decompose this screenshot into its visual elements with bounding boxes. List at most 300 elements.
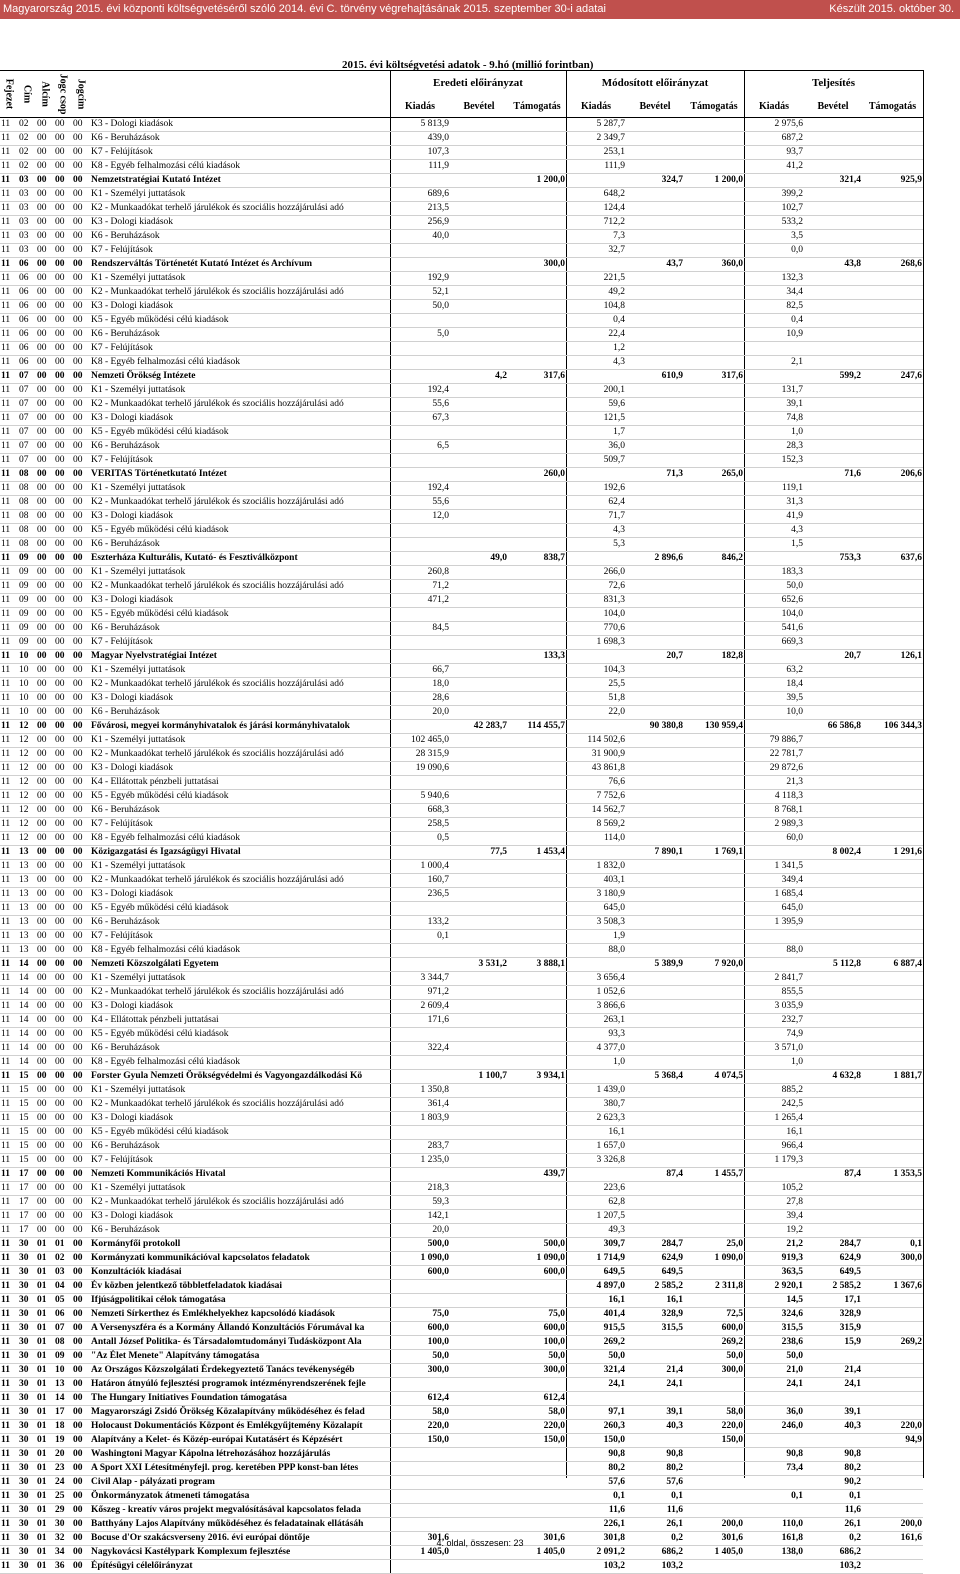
value-cell: [862, 930, 923, 944]
value-cell: 263,1: [566, 1014, 626, 1028]
code-cell: 11: [0, 1476, 18, 1490]
value-cell: [450, 132, 508, 146]
code-cell: 00: [36, 538, 54, 552]
value-cell: 471,2: [390, 594, 450, 608]
value-cell: [862, 1378, 923, 1392]
code-cell: 00: [54, 958, 72, 972]
value-cell: [390, 776, 450, 790]
code-cell: 00: [54, 874, 72, 888]
table-row: [0, 1182, 923, 1196]
value-cell: [450, 538, 508, 552]
value-cell: [390, 846, 450, 860]
value-cell: 253,1: [566, 146, 626, 160]
code-cell: 30: [18, 1392, 36, 1406]
code-cell: 00: [72, 1196, 90, 1210]
code-cell: 00: [36, 482, 54, 496]
value-cell: 16,1: [626, 1294, 684, 1308]
code-cell: 11: [0, 1420, 18, 1434]
value-cell: [804, 734, 862, 748]
table-row: [0, 1238, 923, 1252]
value-cell: [862, 412, 923, 426]
value-cell: [862, 664, 923, 678]
value-cell: [508, 818, 566, 832]
value-cell: [626, 580, 684, 594]
code-cell: 13: [18, 874, 36, 888]
value-cell: 610,9: [626, 370, 684, 384]
value-cell: 36,0: [566, 440, 626, 454]
code-cell: 00: [72, 944, 90, 958]
value-cell: [390, 1028, 450, 1042]
value-cell: 160,7: [390, 874, 450, 888]
code-cell: 00: [72, 1224, 90, 1238]
value-cell: 258,5: [390, 818, 450, 832]
code-cell: 11: [0, 930, 18, 944]
value-cell: 24,1: [626, 1378, 684, 1392]
item-name-cell: Építésügyi célelőirányzat: [90, 1560, 390, 1574]
value-cell: [804, 272, 862, 286]
code-cell: 15: [18, 1098, 36, 1112]
code-cell: 06: [18, 342, 36, 356]
value-cell: [508, 538, 566, 552]
value-cell: 1 698,3: [566, 636, 626, 650]
value-cell: [626, 594, 684, 608]
code-cell: 11: [0, 174, 18, 188]
value-cell: 142,1: [390, 1210, 450, 1224]
value-cell: [684, 902, 744, 916]
value-cell: [450, 986, 508, 1000]
value-cell: [684, 230, 744, 244]
item-name-cell: Ifjúságpolitikai célok támogatása: [90, 1294, 390, 1308]
code-cell: 08: [18, 482, 36, 496]
value-cell: [626, 902, 684, 916]
value-cell: [862, 706, 923, 720]
value-cell: 39,1: [744, 398, 804, 412]
code-cell: 00: [72, 916, 90, 930]
code-cell: 34: [54, 1546, 72, 1560]
value-cell: 599,2: [804, 370, 862, 384]
value-cell: [626, 706, 684, 720]
value-cell: [804, 1434, 862, 1448]
code-cell: 00: [36, 1154, 54, 1168]
value-cell: [508, 706, 566, 720]
value-cell: [626, 482, 684, 496]
value-cell: [684, 328, 744, 342]
table-row: [0, 328, 923, 342]
value-cell: [804, 1182, 862, 1196]
value-cell: [626, 734, 684, 748]
value-cell: [626, 1336, 684, 1350]
table-row: [0, 622, 923, 636]
code-cell: 11: [0, 440, 18, 454]
value-cell: [450, 1210, 508, 1224]
value-cell: [804, 566, 862, 580]
value-cell: 301,8: [566, 1532, 626, 1546]
value-cell: 20,0: [390, 1224, 450, 1238]
code-cell: 14: [54, 1392, 72, 1406]
code-cell: 00: [72, 496, 90, 510]
value-cell: [862, 1182, 923, 1196]
value-cell: [390, 454, 450, 468]
code-cell: 00: [54, 608, 72, 622]
code-cell: 02: [18, 118, 36, 132]
value-cell: 40,3: [804, 1420, 862, 1434]
value-cell: [508, 734, 566, 748]
value-cell: [804, 538, 862, 552]
sub-tamogatas-2: Támogatás: [690, 101, 738, 112]
value-cell: [450, 1490, 508, 1504]
value-cell: 60,0: [744, 832, 804, 846]
item-name-cell: Kormányzati kommunikációval kapcsolatos feladatok: [90, 1252, 390, 1266]
item-name-cell: K8 - Egyéb felhalmozási célú kiadások: [90, 1056, 390, 1070]
code-cell: 11: [0, 594, 18, 608]
sub-bevetel-1: Bevétel: [463, 101, 495, 112]
value-cell: 11,6: [566, 1504, 626, 1518]
value-cell: [862, 1350, 923, 1364]
value-cell: [390, 370, 450, 384]
code-cell: 13: [18, 930, 36, 944]
value-cell: [390, 608, 450, 622]
value-cell: [508, 678, 566, 692]
table-row: [0, 482, 923, 496]
value-cell: [626, 1392, 684, 1406]
code-cell: 18: [54, 1420, 72, 1434]
value-cell: 269,2: [684, 1336, 744, 1350]
value-cell: [450, 496, 508, 510]
value-cell: [626, 692, 684, 706]
value-cell: [508, 860, 566, 874]
value-cell: 114 455,7: [508, 720, 566, 734]
code-cell: 00: [72, 1210, 90, 1224]
value-cell: 39,5: [744, 692, 804, 706]
code-cell: 00: [54, 930, 72, 944]
table-row: [0, 678, 923, 692]
code-cell: 30: [18, 1532, 36, 1546]
value-cell: 200,0: [684, 1518, 744, 1532]
code-cell: 00: [36, 832, 54, 846]
value-cell: 315,5: [626, 1322, 684, 1336]
table-row: [0, 1476, 923, 1490]
value-cell: 21,3: [744, 776, 804, 790]
value-cell: 6,5: [390, 440, 450, 454]
code-cell: 11: [0, 664, 18, 678]
value-cell: [508, 608, 566, 622]
value-cell: 97,1: [566, 1406, 626, 1420]
value-cell: [804, 1154, 862, 1168]
code-cell: 00: [72, 202, 90, 216]
value-cell: [684, 762, 744, 776]
value-cell: 62,8: [566, 1196, 626, 1210]
code-cell: 14: [18, 972, 36, 986]
value-cell: 161,6: [862, 1532, 923, 1546]
value-cell: [626, 510, 684, 524]
value-cell: 2 623,3: [566, 1112, 626, 1126]
item-name-cell: K1 - Személyi juttatások: [90, 482, 390, 496]
value-cell: [684, 454, 744, 468]
value-cell: 5 813,9: [390, 118, 450, 132]
value-cell: 111,9: [390, 160, 450, 174]
value-cell: [626, 622, 684, 636]
value-cell: 300,0: [508, 1364, 566, 1378]
table-row: [0, 1392, 923, 1406]
code-cell: 00: [72, 594, 90, 608]
item-name-cell: A Versenyszféra és a Kormány Állandó Konzultációs Fórumával ka: [90, 1322, 390, 1336]
code-cell: 09: [18, 552, 36, 566]
value-cell: [684, 1462, 744, 1476]
value-cell: 1 353,5: [862, 1168, 923, 1182]
code-cell: 00: [36, 1000, 54, 1014]
value-cell: 50,0: [744, 1350, 804, 1364]
value-cell: [684, 874, 744, 888]
item-name-cell: K3 - Dologi kiadások: [90, 300, 390, 314]
value-cell: [390, 524, 450, 538]
code-cell: 00: [54, 580, 72, 594]
code-cell: 09: [18, 636, 36, 650]
table-row: [0, 566, 923, 580]
value-cell: [450, 1336, 508, 1350]
code-cell: 12: [18, 818, 36, 832]
value-cell: [862, 762, 923, 776]
value-cell: [390, 1490, 450, 1504]
value-cell: [450, 1420, 508, 1434]
value-cell: [804, 286, 862, 300]
code-cell: 00: [54, 230, 72, 244]
value-cell: [684, 1476, 744, 1490]
code-cell: 00: [36, 972, 54, 986]
code-cell: 11: [0, 874, 18, 888]
value-cell: [450, 314, 508, 328]
value-cell: 5 389,9: [626, 958, 684, 972]
value-cell: 1 052,6: [566, 986, 626, 1000]
value-cell: [450, 1168, 508, 1182]
value-cell: [508, 454, 566, 468]
code-cell: 00: [36, 440, 54, 454]
value-cell: [804, 1084, 862, 1098]
value-cell: 4 118,3: [744, 790, 804, 804]
item-name-cell: Kőszeg - kreatív város projekt megvalósításával kapcsolatos felada: [90, 1504, 390, 1518]
value-cell: [862, 426, 923, 440]
value-cell: [508, 328, 566, 342]
code-cell: 02: [18, 146, 36, 160]
code-cell: 11: [0, 972, 18, 986]
code-cell: 08: [18, 496, 36, 510]
code-cell: 10: [18, 650, 36, 664]
value-cell: [508, 944, 566, 958]
value-cell: [684, 300, 744, 314]
table-row: [0, 426, 923, 440]
code-cell: 00: [36, 286, 54, 300]
value-cell: 1 179,3: [744, 1154, 804, 1168]
code-cell: 00: [72, 1070, 90, 1084]
value-cell: [566, 1392, 626, 1406]
table-row: [0, 930, 923, 944]
code-cell: 13: [18, 902, 36, 916]
item-name-cell: K2 - Munkaadókat terhelő járulékok és szociális hozzájárulási adó: [90, 986, 390, 1000]
code-cell: 11: [0, 622, 18, 636]
value-cell: 1,0: [744, 1056, 804, 1070]
item-name-cell: K6 - Beruházások: [90, 706, 390, 720]
code-cell: 11: [0, 328, 18, 342]
code-cell: 00: [72, 482, 90, 496]
value-cell: [450, 398, 508, 412]
code-cell: 00: [72, 1434, 90, 1448]
value-cell: [804, 1196, 862, 1210]
table-row: [0, 524, 923, 538]
code-cell: 00: [36, 524, 54, 538]
value-cell: [626, 538, 684, 552]
value-cell: [684, 916, 744, 930]
value-cell: [508, 1448, 566, 1462]
value-cell: [450, 832, 508, 846]
code-cell: 00: [36, 1028, 54, 1042]
code-cell: 01: [36, 1266, 54, 1280]
value-cell: [862, 1476, 923, 1490]
value-cell: [450, 1028, 508, 1042]
table-row: [0, 594, 923, 608]
value-cell: [862, 1028, 923, 1042]
code-cell: 00: [72, 188, 90, 202]
code-cell: 00: [72, 1266, 90, 1280]
code-cell: 15: [18, 1084, 36, 1098]
value-cell: [626, 286, 684, 300]
table-row: [0, 454, 923, 468]
code-cell: 00: [54, 384, 72, 398]
code-cell: 11: [0, 1224, 18, 1238]
value-cell: 6 887,4: [862, 958, 923, 972]
code-cell: 00: [72, 1546, 90, 1560]
value-cell: [684, 748, 744, 762]
value-cell: 1 769,1: [684, 846, 744, 860]
value-cell: 600,0: [684, 1322, 744, 1336]
value-cell: [804, 398, 862, 412]
value-cell: 26,1: [626, 1518, 684, 1532]
item-name-cell: Önkormányzatok átmeneti támogatása: [90, 1490, 390, 1504]
value-cell: 17,1: [804, 1294, 862, 1308]
code-cell: 14: [18, 958, 36, 972]
value-cell: [508, 804, 566, 818]
value-cell: [390, 538, 450, 552]
code-cell: 11: [0, 314, 18, 328]
code-cell: 09: [18, 622, 36, 636]
value-cell: [450, 1154, 508, 1168]
code-cell: 15: [18, 1140, 36, 1154]
value-cell: 600,0: [508, 1266, 566, 1280]
code-cell: 13: [18, 916, 36, 930]
code-cell: 07: [18, 440, 36, 454]
value-cell: [450, 1294, 508, 1308]
code-cell: 00: [72, 384, 90, 398]
value-cell: [508, 132, 566, 146]
code-cell: 00: [36, 944, 54, 958]
code-cell: 11: [0, 1518, 18, 1532]
value-cell: [626, 776, 684, 790]
value-cell: [508, 1126, 566, 1140]
value-cell: [626, 678, 684, 692]
value-cell: [626, 356, 684, 370]
item-name-cell: K7 - Felújítások: [90, 454, 390, 468]
value-cell: [862, 286, 923, 300]
value-cell: 51,8: [566, 692, 626, 706]
code-cell: 11: [0, 1294, 18, 1308]
value-cell: [744, 552, 804, 566]
value-cell: [804, 748, 862, 762]
value-cell: 7 920,0: [684, 958, 744, 972]
value-cell: 624,9: [804, 1252, 862, 1266]
code-cell: 00: [72, 160, 90, 174]
code-cell: 00: [72, 1084, 90, 1098]
value-cell: 668,3: [390, 804, 450, 818]
table-row: [0, 314, 923, 328]
table-row: [0, 650, 923, 664]
value-cell: [450, 1280, 508, 1294]
value-cell: [450, 888, 508, 902]
item-name-cell: Év közben jelentkező többletfeladatok kiadásai: [90, 1280, 390, 1294]
value-cell: 25,5: [566, 678, 626, 692]
item-name-cell: K6 - Beruházások: [90, 1224, 390, 1238]
code-cell: 00: [36, 468, 54, 482]
code-cell: 10: [18, 706, 36, 720]
value-cell: [684, 1560, 744, 1574]
code-cell: 00: [36, 412, 54, 426]
value-cell: 0,2: [626, 1532, 684, 1546]
value-cell: 300,0: [862, 1252, 923, 1266]
value-cell: [508, 272, 566, 286]
value-cell: 24,1: [744, 1378, 804, 1392]
code-cell: 00: [72, 972, 90, 986]
table-row: [0, 1448, 923, 1462]
item-name-cell: Nemzetstratégiai Kutató Intézet: [90, 174, 390, 188]
value-cell: 150,0: [390, 1434, 450, 1448]
code-cell: 29: [54, 1504, 72, 1518]
table-row: [0, 216, 923, 230]
value-cell: [804, 202, 862, 216]
value-cell: 7 890,1: [626, 846, 684, 860]
value-cell: [804, 944, 862, 958]
code-cell: 00: [36, 734, 54, 748]
value-cell: [684, 286, 744, 300]
value-cell: 57,6: [566, 1476, 626, 1490]
value-cell: [684, 1140, 744, 1154]
value-cell: 4 074,5: [684, 1070, 744, 1084]
table-row: [0, 972, 923, 986]
code-cell: 00: [72, 1140, 90, 1154]
code-cell: 00: [36, 958, 54, 972]
value-cell: [508, 1196, 566, 1210]
value-cell: 57,6: [626, 1476, 684, 1490]
code-cell: 00: [54, 1014, 72, 1028]
value-cell: 649,5: [626, 1266, 684, 1280]
value-cell: 324,6: [744, 1308, 804, 1322]
code-cell: 11: [0, 132, 18, 146]
value-cell: [862, 230, 923, 244]
value-cell: 220,0: [390, 1420, 450, 1434]
value-cell: [508, 342, 566, 356]
value-cell: 41,2: [744, 160, 804, 174]
value-cell: 838,7: [508, 552, 566, 566]
table-row: [0, 146, 923, 160]
value-cell: [390, 650, 450, 664]
code-cell: 19: [54, 1434, 72, 1448]
value-cell: [450, 1266, 508, 1280]
value-cell: [684, 356, 744, 370]
value-cell: [862, 1322, 923, 1336]
code-cell: 01: [36, 1476, 54, 1490]
value-cell: [508, 790, 566, 804]
value-cell: [684, 1490, 744, 1504]
code-cell: 00: [36, 1070, 54, 1084]
code-cell: 00: [72, 412, 90, 426]
value-cell: [508, 216, 566, 230]
value-cell: [684, 930, 744, 944]
